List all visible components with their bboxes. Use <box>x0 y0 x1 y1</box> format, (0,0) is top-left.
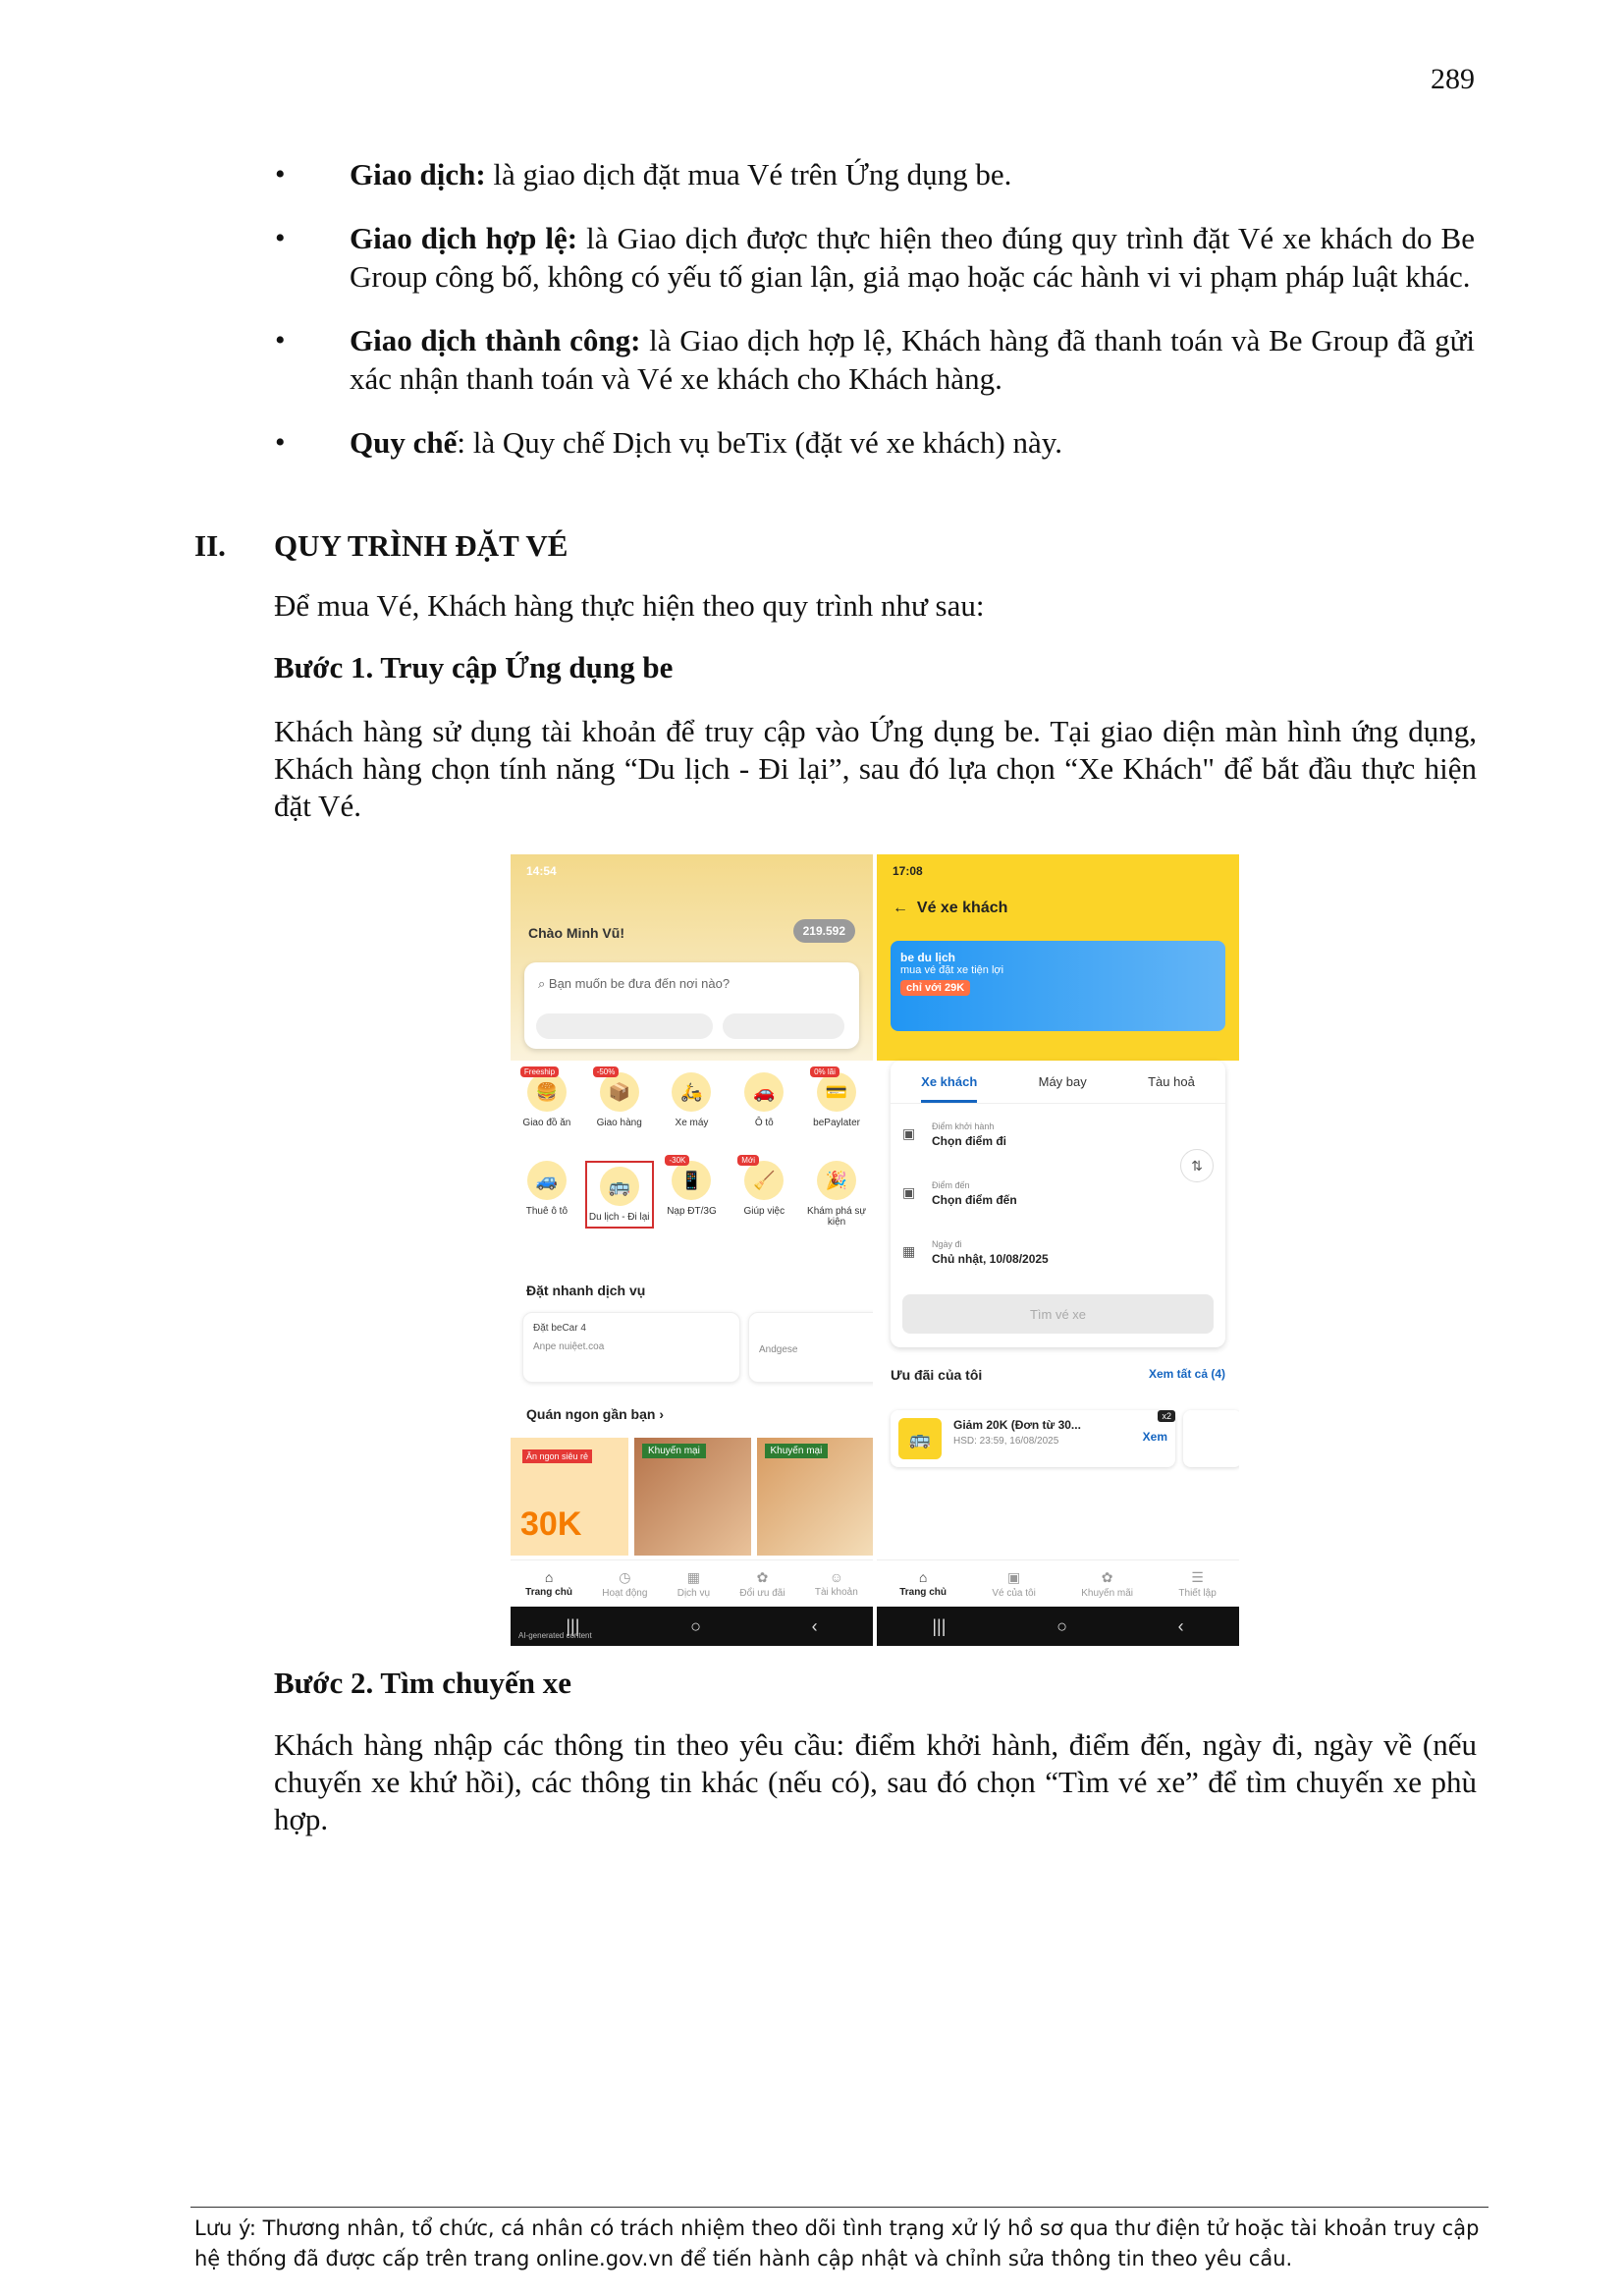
promo-restaurant[interactable] <box>757 1438 874 1556</box>
bus-stop-icon: ▣ <box>902 1184 916 1200</box>
bottom-tab-bar <box>877 1559 1239 1607</box>
bus-icon: 🚌 <box>898 1418 942 1459</box>
promo-cheap[interactable] <box>511 1438 628 1556</box>
tab-flight[interactable]: Máy bay <box>1038 1074 1087 1089</box>
points-badge[interactable]: 219.592 <box>793 919 855 943</box>
service-badge: Mới <box>737 1155 759 1166</box>
service-housekeeping[interactable]: Mới 🧹 Giúp việc <box>730 1161 798 1229</box>
tab-home[interactable]: ⌂ Trang chủ <box>525 1569 572 1598</box>
recent-apps-icon[interactable]: ||| <box>566 1615 580 1636</box>
tab-promotions[interactable]: ✿ Khuyến mãi <box>1081 1568 1134 1599</box>
quick-card-sub: Anpe nuiệet.coa <box>533 1341 605 1352</box>
service-badge: -50% <box>593 1066 620 1077</box>
promo-banner[interactable] <box>891 941 1225 1031</box>
ticket-header <box>877 854 1239 1061</box>
voucher-card[interactable] <box>891 1410 1175 1467</box>
destination-field[interactable]: ▣ Điểm đến Chọn điểm đến <box>902 1180 1017 1207</box>
footer-note: Lưu ý: Thương nhân, tổ chức, cá nhân có trách nhiệm theo dõi tình trạng xử lý hồ sơ qua thư điện tử hoặc tài khoản truy cập hệ thống đã được cấp trên trang online.gov.vn để tiến hành cập nhật và chỉnh sửa thông tin theo yêu cầu. <box>194 2216 1480 2270</box>
see-all-link[interactable]: Xem tất cả (4) <box>1148 1367 1225 1381</box>
footer-divider <box>190 2207 1489 2208</box>
tab-account[interactable]: ☺ Tài khoản <box>814 1569 858 1598</box>
service-bike[interactable]: 🛵 Xe máy <box>657 1072 726 1128</box>
service-badge: Freeship <box>520 1066 559 1077</box>
banner-line1: be du lịch <box>900 951 956 964</box>
tab-my-tickets[interactable]: ▣ Vé của tôi <box>992 1568 1036 1599</box>
service-grid-row-1 <box>511 1067 873 1128</box>
ticket-icon: ▣ <box>1006 1568 1021 1585</box>
back-icon[interactable]: ‹ <box>1177 1615 1184 1636</box>
back-arrow-icon[interactable]: ← <box>893 900 917 916</box>
app-screenshots <box>511 854 1239 1646</box>
promo-label: Khuyến mại <box>642 1444 706 1458</box>
card-icon: 💳 <box>817 1072 856 1112</box>
suv-icon: 🚙 <box>527 1161 567 1200</box>
gift-icon: ✿ <box>1101 1568 1113 1585</box>
home-circle-icon[interactable]: ○ <box>1056 1615 1067 1636</box>
definition-list <box>267 155 1475 487</box>
system-nav-bar <box>877 1607 1239 1646</box>
quick-card-title: Đặt beCar 4 <box>533 1323 586 1334</box>
bus-stop-icon: ▣ <box>902 1125 916 1141</box>
party-icon: 🎉 <box>817 1161 856 1200</box>
grid-icon: ▦ <box>686 1568 701 1585</box>
chevron-right-icon: › <box>659 1406 664 1422</box>
promo-strip <box>511 1438 873 1556</box>
promo-price: 30K <box>520 1505 582 1543</box>
definition-term: Quy chế <box>350 425 458 460</box>
definition-text: là Giao dịch được thực hiện theo đúng quy trình đặt Vé xe khách do Be Group công bố, không có yếu tố gian lận, giả mạo hoặc các hành vi vi phạm pháp luật khác. <box>350 221 1475 294</box>
voucher-card[interactable] <box>1183 1410 1239 1467</box>
search-placeholder: ⌕ Bạn muốn be đưa đến nơi nào? <box>538 976 731 991</box>
home-icon: ⌂ <box>544 1569 554 1585</box>
definition-item <box>267 155 1475 193</box>
definition-term: Giao dịch thành công: <box>350 323 641 357</box>
status-bar-time: 17:08 <box>893 864 923 878</box>
bullet-icon: • <box>275 158 286 191</box>
bullet-icon: • <box>275 324 286 356</box>
quick-card-becar[interactable] <box>522 1312 740 1383</box>
greeting: Chào Minh Vũ! <box>528 925 624 941</box>
user-icon: ☺ <box>829 1569 843 1585</box>
car-icon: 🚗 <box>744 1072 784 1112</box>
step2-title: Bước 2. Tìm chuyến xe <box>274 1666 572 1700</box>
quick-card-second[interactable] <box>748 1312 873 1383</box>
clock-icon: ◷ <box>619 1568 631 1585</box>
service-car[interactable]: 🚗 Ô tô <box>730 1072 798 1128</box>
screen-title: ← Vé xe khách <box>893 900 1008 916</box>
page-number: 289 <box>1431 63 1475 95</box>
promo-tag: Ăn ngon siêu rẻ <box>522 1449 592 1463</box>
offers-title: Ưu đãi của tôi <box>891 1367 983 1383</box>
step1-title: Bước 1. Truy cập Ứng dụng be <box>274 650 674 684</box>
tab-home[interactable]: ⌂ Trang chủ <box>899 1569 947 1598</box>
tab-activity[interactable]: ◷ Hoạt động <box>602 1568 648 1599</box>
definition-term: Giao dịch: <box>350 157 486 191</box>
tab-services[interactable]: ▦ Dịch vụ <box>677 1568 711 1599</box>
voucher-count-badge: x2 <box>1158 1410 1175 1422</box>
voucher-title: Giảm 20K (Đơn từ 30... <box>953 1418 1081 1432</box>
back-icon[interactable]: ‹ <box>811 1615 818 1636</box>
home-circle-icon[interactable]: ○ <box>690 1615 701 1636</box>
definition-item <box>267 321 1475 398</box>
ticket-search-form <box>891 1061 1225 1347</box>
quick-service-title: Đặt nhanh dịch vụ <box>526 1283 646 1298</box>
menu-icon: ☰ <box>1191 1568 1204 1585</box>
tab-train[interactable]: Tàu hoả <box>1148 1074 1195 1089</box>
service-grid-row-2 <box>511 1156 873 1229</box>
destination-search[interactable] <box>524 962 859 1049</box>
home-icon: ⌂ <box>918 1569 928 1585</box>
bus-icon: 🚌 <box>600 1167 639 1206</box>
suggestion-chip[interactable] <box>536 1013 713 1039</box>
tab-settings[interactable]: ☰ Thiết lập <box>1178 1568 1217 1599</box>
voucher-expiry: HSD: 23:59, 16/08/2025 <box>953 1436 1059 1447</box>
transport-tabs <box>891 1061 1225 1104</box>
section-number: II. <box>194 528 226 563</box>
service-paylater[interactable]: 0% lãi 💳 bePaylater <box>802 1072 871 1128</box>
bottom-tab-bar <box>511 1559 873 1607</box>
package-icon: 📦 <box>600 1072 639 1112</box>
promo-label: Khuyến mại <box>765 1444 829 1458</box>
definition-text: là giao dịch đặt mua Vé trên Ứng dụng be. <box>485 157 1012 191</box>
scooter-icon: 🛵 <box>672 1072 711 1112</box>
phone-home-screen <box>511 854 873 1646</box>
service-events[interactable]: 🎉 Khám phá sự kiện <box>802 1161 871 1229</box>
definition-text: : là Quy chế Dịch vụ beTix (đặt vé xe khách) này. <box>457 425 1063 460</box>
intro-paragraph: Để mua Vé, Khách hàng thực hiện theo quy trình như sau: <box>274 588 985 623</box>
origin-field[interactable]: ▣ Điểm khởi hành Chọn điểm đi <box>902 1121 1006 1148</box>
search-icon: ⌕ <box>538 976 549 991</box>
banner-line2: mua vé đặt xe tiện lợi <box>900 964 1004 976</box>
definition-item <box>267 219 1475 296</box>
step1-paragraph: Khách hàng sử dụng tài khoản để truy cập vào Ứng dụng be. Tại giao diện màn hình ứng dụng, Khách hàng chọn tính năng “Du lịch - Đi lại”, sau đó lựa chọn “Xe Khách" để bắt đầu thực hiện đặt Vé. <box>274 714 1477 823</box>
nearby-title[interactable]: Quán ngon gần bạn › <box>526 1406 664 1422</box>
service-badge: -30K <box>665 1155 689 1166</box>
phone-icon: 📱 <box>672 1161 711 1200</box>
step2-paragraph: Khách hàng nhập các thông tin theo yêu cầu: điểm khởi hành, điểm đến, ngày đi, ngày về (nếu chuyến xe khứ hồi), các thông tin khác (nếu có), sau đó chọn “Tìm vé xe” để tìm chuyến xe phù hợp. <box>274 1727 1477 1836</box>
service-car-rental[interactable]: 🚙 Thuê ô tô <box>513 1161 581 1229</box>
quick-card-sub: Andgese <box>759 1344 798 1355</box>
section-heading <box>194 528 568 564</box>
service-badge: 0% lãi <box>810 1066 839 1077</box>
service-topup[interactable]: -30K 📱 Nạp ĐT/3G <box>667 1156 717 1217</box>
calendar-icon: ▦ <box>902 1243 916 1259</box>
food-icon: 🍔 <box>527 1072 567 1112</box>
service-food[interactable]: Freeship 🍔 Giao đồ ăn <box>513 1072 581 1128</box>
banner-price: chỉ với 29K <box>900 980 970 996</box>
tab-rewards[interactable]: ✿ Đổi ưu đãi <box>739 1568 785 1599</box>
definition-term: Giao dịch hợp lệ: <box>350 221 578 255</box>
ai-note: AI-generated content <box>518 1631 592 1640</box>
offers-section <box>891 1367 1225 1383</box>
definition-text: là Giao dịch hợp lệ, Khách hàng đã thanh toán và Be Group đã gửi xác nhận thanh toán và Vé xe khách cho Khách hàng. <box>350 323 1475 396</box>
bullet-icon: • <box>275 222 286 254</box>
bullet-icon: • <box>275 426 286 459</box>
gift-icon: ✿ <box>756 1568 769 1585</box>
broom-icon: 🧹 <box>744 1161 784 1200</box>
home-header <box>511 854 873 1061</box>
phone-bus-ticket-screen <box>877 854 1239 1646</box>
service-travel[interactable]: 🚌 Du lịch - Đi lại <box>585 1161 654 1229</box>
date-field[interactable]: ▦ Ngày đi Chủ nhật, 10/08/2025 <box>902 1239 1049 1266</box>
definition-item <box>267 423 1475 462</box>
suggestion-chip[interactable] <box>723 1013 844 1039</box>
service-delivery[interactable]: -50% 📦 Giao hàng <box>585 1072 654 1128</box>
promo-restaurant[interactable] <box>634 1438 751 1556</box>
section-title: QUY TRÌNH ĐẶT VÉ <box>274 528 568 563</box>
tab-bus[interactable]: Xe khách <box>921 1074 977 1103</box>
system-nav-bar <box>511 1607 873 1646</box>
recent-apps-icon[interactable]: ||| <box>932 1615 947 1636</box>
status-bar-time: 14:54 <box>526 864 557 878</box>
search-tickets-button[interactable]: Tìm vé xe <box>902 1294 1214 1334</box>
voucher-view-button[interactable]: Xem <box>1142 1430 1167 1444</box>
swap-icon[interactable]: ⇅ <box>1180 1149 1214 1182</box>
